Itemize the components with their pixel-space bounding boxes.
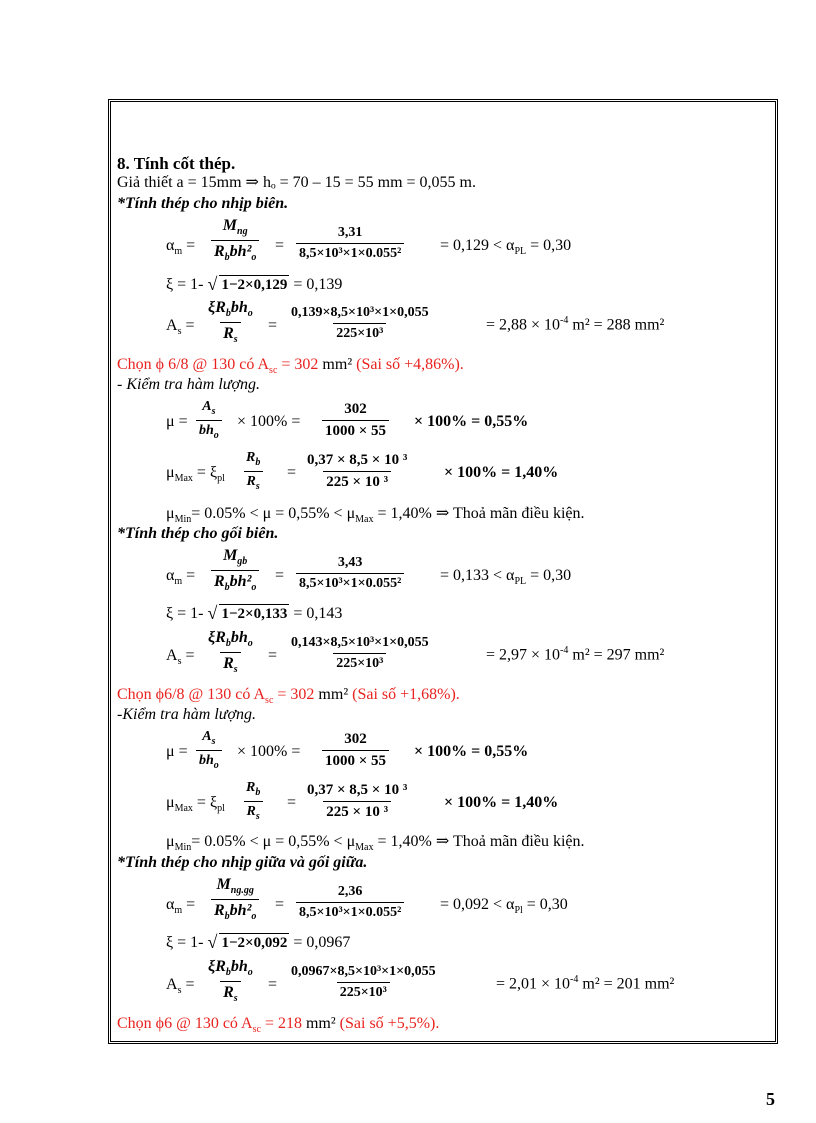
As-result: = $2,88 \times 10^{-4}$ m² = 288 mm² xyxy=(486,315,665,334)
alpha-m-numeric-fraction: $\frac{3,31}{\text{8,5×10³×1×0.055²}}$ xyxy=(296,226,404,261)
As-numeric-fraction: $\frac{\text{0,139×8,5×10³×1×0,055}}{\text{225×10³}}$ xyxy=(291,305,429,341)
mu-symbolic-fraction: $A_s$ $bh_o$ xyxy=(196,730,222,771)
mu-max-numeric-fraction: $\frac{\text{0,37 × 8,5 × 10 ³}}{\text{225 × 10 ³}}$ xyxy=(307,782,408,820)
As-result: = $2,01 \times 10^{-4}$ m² = 201 mm² xyxy=(496,974,675,993)
As-symbolic-fraction: $\xi R_bbh_o$ $R_s$ xyxy=(208,299,253,346)
check-heading: - Kiểm tra hàm lượng. xyxy=(117,376,261,393)
page-number: 5 xyxy=(766,1089,775,1109)
alpha-m-numeric-fraction: $\frac{3,43}{\text{8,5×10³×1×0.055²}}$ xyxy=(296,556,404,591)
As-symbolic-fraction: $\xi R_bbh_o$ $R_s$ xyxy=(208,958,253,1005)
heading-support-edge: *Tính thép cho gối biên. xyxy=(117,525,279,542)
mu-label: μ = xyxy=(166,743,188,760)
alpha-m-result: = $0,092 < \alpha_{Pl} = 0,30$ xyxy=(440,896,568,917)
equals-sign: = xyxy=(268,647,278,664)
pct-factor: × 100% = xyxy=(237,743,301,760)
As-label: $A_s$ = xyxy=(166,976,195,997)
mu-max-result: × 100% = 1,40% xyxy=(444,464,559,481)
pct-factor: × 100% = xyxy=(237,413,301,430)
As-numeric-fraction: $\frac{\text{0,143×8,5×10³×1×0,055}}{\text{225×10³}}$ xyxy=(291,635,429,671)
mu-max-label: $\mu_{Max} = \xi_{pl}$ xyxy=(166,794,225,815)
mu-max-symbolic-fraction: $\frac{R_b}{R_s}$ xyxy=(243,781,263,822)
alpha-m-label: $\alpha_m$ = xyxy=(166,896,196,917)
mu-numeric-fraction: $\frac{302}{1000 \times 55}$ xyxy=(322,732,389,769)
equals-sign: = xyxy=(275,896,285,913)
choose-line: Chọn ϕ6 @ 130 có $A_{sc} = 218$ mm² (Sai số +5,5%). xyxy=(117,1015,440,1036)
alpha-m-label: $\alpha_m$ = xyxy=(166,567,196,588)
As-result: = $2,97 \times 10^{-4}$ m² = 297 mm² xyxy=(486,645,665,664)
equals-sign: = xyxy=(275,237,285,254)
mu-result: × 100% = 0,55% xyxy=(414,413,529,430)
check-heading: -Kiểm tra hàm lượng. xyxy=(117,706,257,723)
alpha-m-symbolic-fraction: $M_{ng.gg}$ $R_bbh^2_o$ xyxy=(211,877,259,922)
xi-line: ξ = 1- √ 1−2×0,133 = 0,143 xyxy=(166,606,342,622)
alpha-m-symbolic-fraction: $M_{ng}$ $R_bbh^2_o$ xyxy=(211,218,259,263)
mu-max-numeric-fraction: $\frac{\text{0,37 × 8,5 × 10 ³}}{\text{225 × 10 ³}}$ xyxy=(307,452,408,490)
alpha-m-result: = $0,129 < \alpha_{PL} = 0,30$ xyxy=(440,237,572,258)
mu-max-symbolic-fraction: $\frac{R_b}{R_s}$ xyxy=(243,451,263,492)
mu-min-line: $\mu_{Min}= 0.05\% < \mu = 0,55\% < \mu_{Max} = 1,40\%$ ⇒ Thoả mãn điều kiện. xyxy=(166,833,585,854)
alpha-m-label: $\alpha_m$ = xyxy=(166,237,196,258)
assumption-line: Giả thiết a = 15mm ⇒ hₒ = 70 – 15 = 55 mm = 0,055 m. xyxy=(117,174,476,191)
alpha-m-result: = $0,133 < \alpha_{PL} = 0,30$ xyxy=(440,567,572,588)
mu-max-result: × 100% = 1,40% xyxy=(444,794,559,811)
xi-line: ξ = 1- √ 1−2×0,092 = 0,0967 xyxy=(166,935,350,951)
choose-line: Chọn ϕ6/8 @ 130 có $A_{sc} = 302$ mm² (Sai số +1,68%). xyxy=(117,686,460,707)
As-symbolic-fraction: $\xi R_bbh_o$ $R_s$ xyxy=(208,629,253,676)
mu-numeric-fraction: $\frac{302}{1000 \times 55}$ xyxy=(322,402,389,439)
As-label: $A_s$ = xyxy=(166,317,195,338)
alpha-m-numeric-fraction: $\frac{2,36}{\text{8,5×10³×1×0.055²}}$ xyxy=(296,885,404,920)
alpha-m-symbolic-fraction: $M_{gb}$ $R_bbh^2_o$ xyxy=(211,548,259,593)
mu-max-label: $\mu_{Max} = \xi_{pl}$ xyxy=(166,464,225,485)
mu-min-line: $\mu_{Min}= 0.05\% < \mu = 0,55\% < \mu_{Max} = 1,40\%$ ⇒ Thoả mãn điều kiện. xyxy=(166,505,585,526)
As-label: $A_s$ = xyxy=(166,647,195,668)
equals-sign: = xyxy=(287,464,297,481)
heading-mid-span: *Tính thép cho nhịp giữa và gối giữa. xyxy=(117,854,368,871)
mu-result: × 100% = 0,55% xyxy=(414,743,529,760)
mu-symbolic-fraction: $A_s$ $bh_o$ xyxy=(196,400,222,441)
xi-line: ξ = 1- √ 1−2×0,129 = 0,139 xyxy=(166,277,342,293)
equals-sign: = xyxy=(268,976,278,993)
equals-sign: = xyxy=(268,317,278,334)
heading-span-edge: *Tính thép cho nhịp biên. xyxy=(117,195,289,212)
As-numeric-fraction: $\frac{\text{0,0967×8,5×10³×1×0,055}}{\text{225×10³}}$ xyxy=(291,964,436,1000)
equals-sign: = xyxy=(287,794,297,811)
section-title: 8. Tính cốt thép. xyxy=(117,154,236,173)
choose-line: Chọn ϕ 6/8 @ 130 có $A_{sc} = 302$ mm² (Sai số +4,86%). xyxy=(117,356,464,377)
equals-sign: = xyxy=(275,567,285,584)
mu-label: μ = xyxy=(166,413,188,430)
